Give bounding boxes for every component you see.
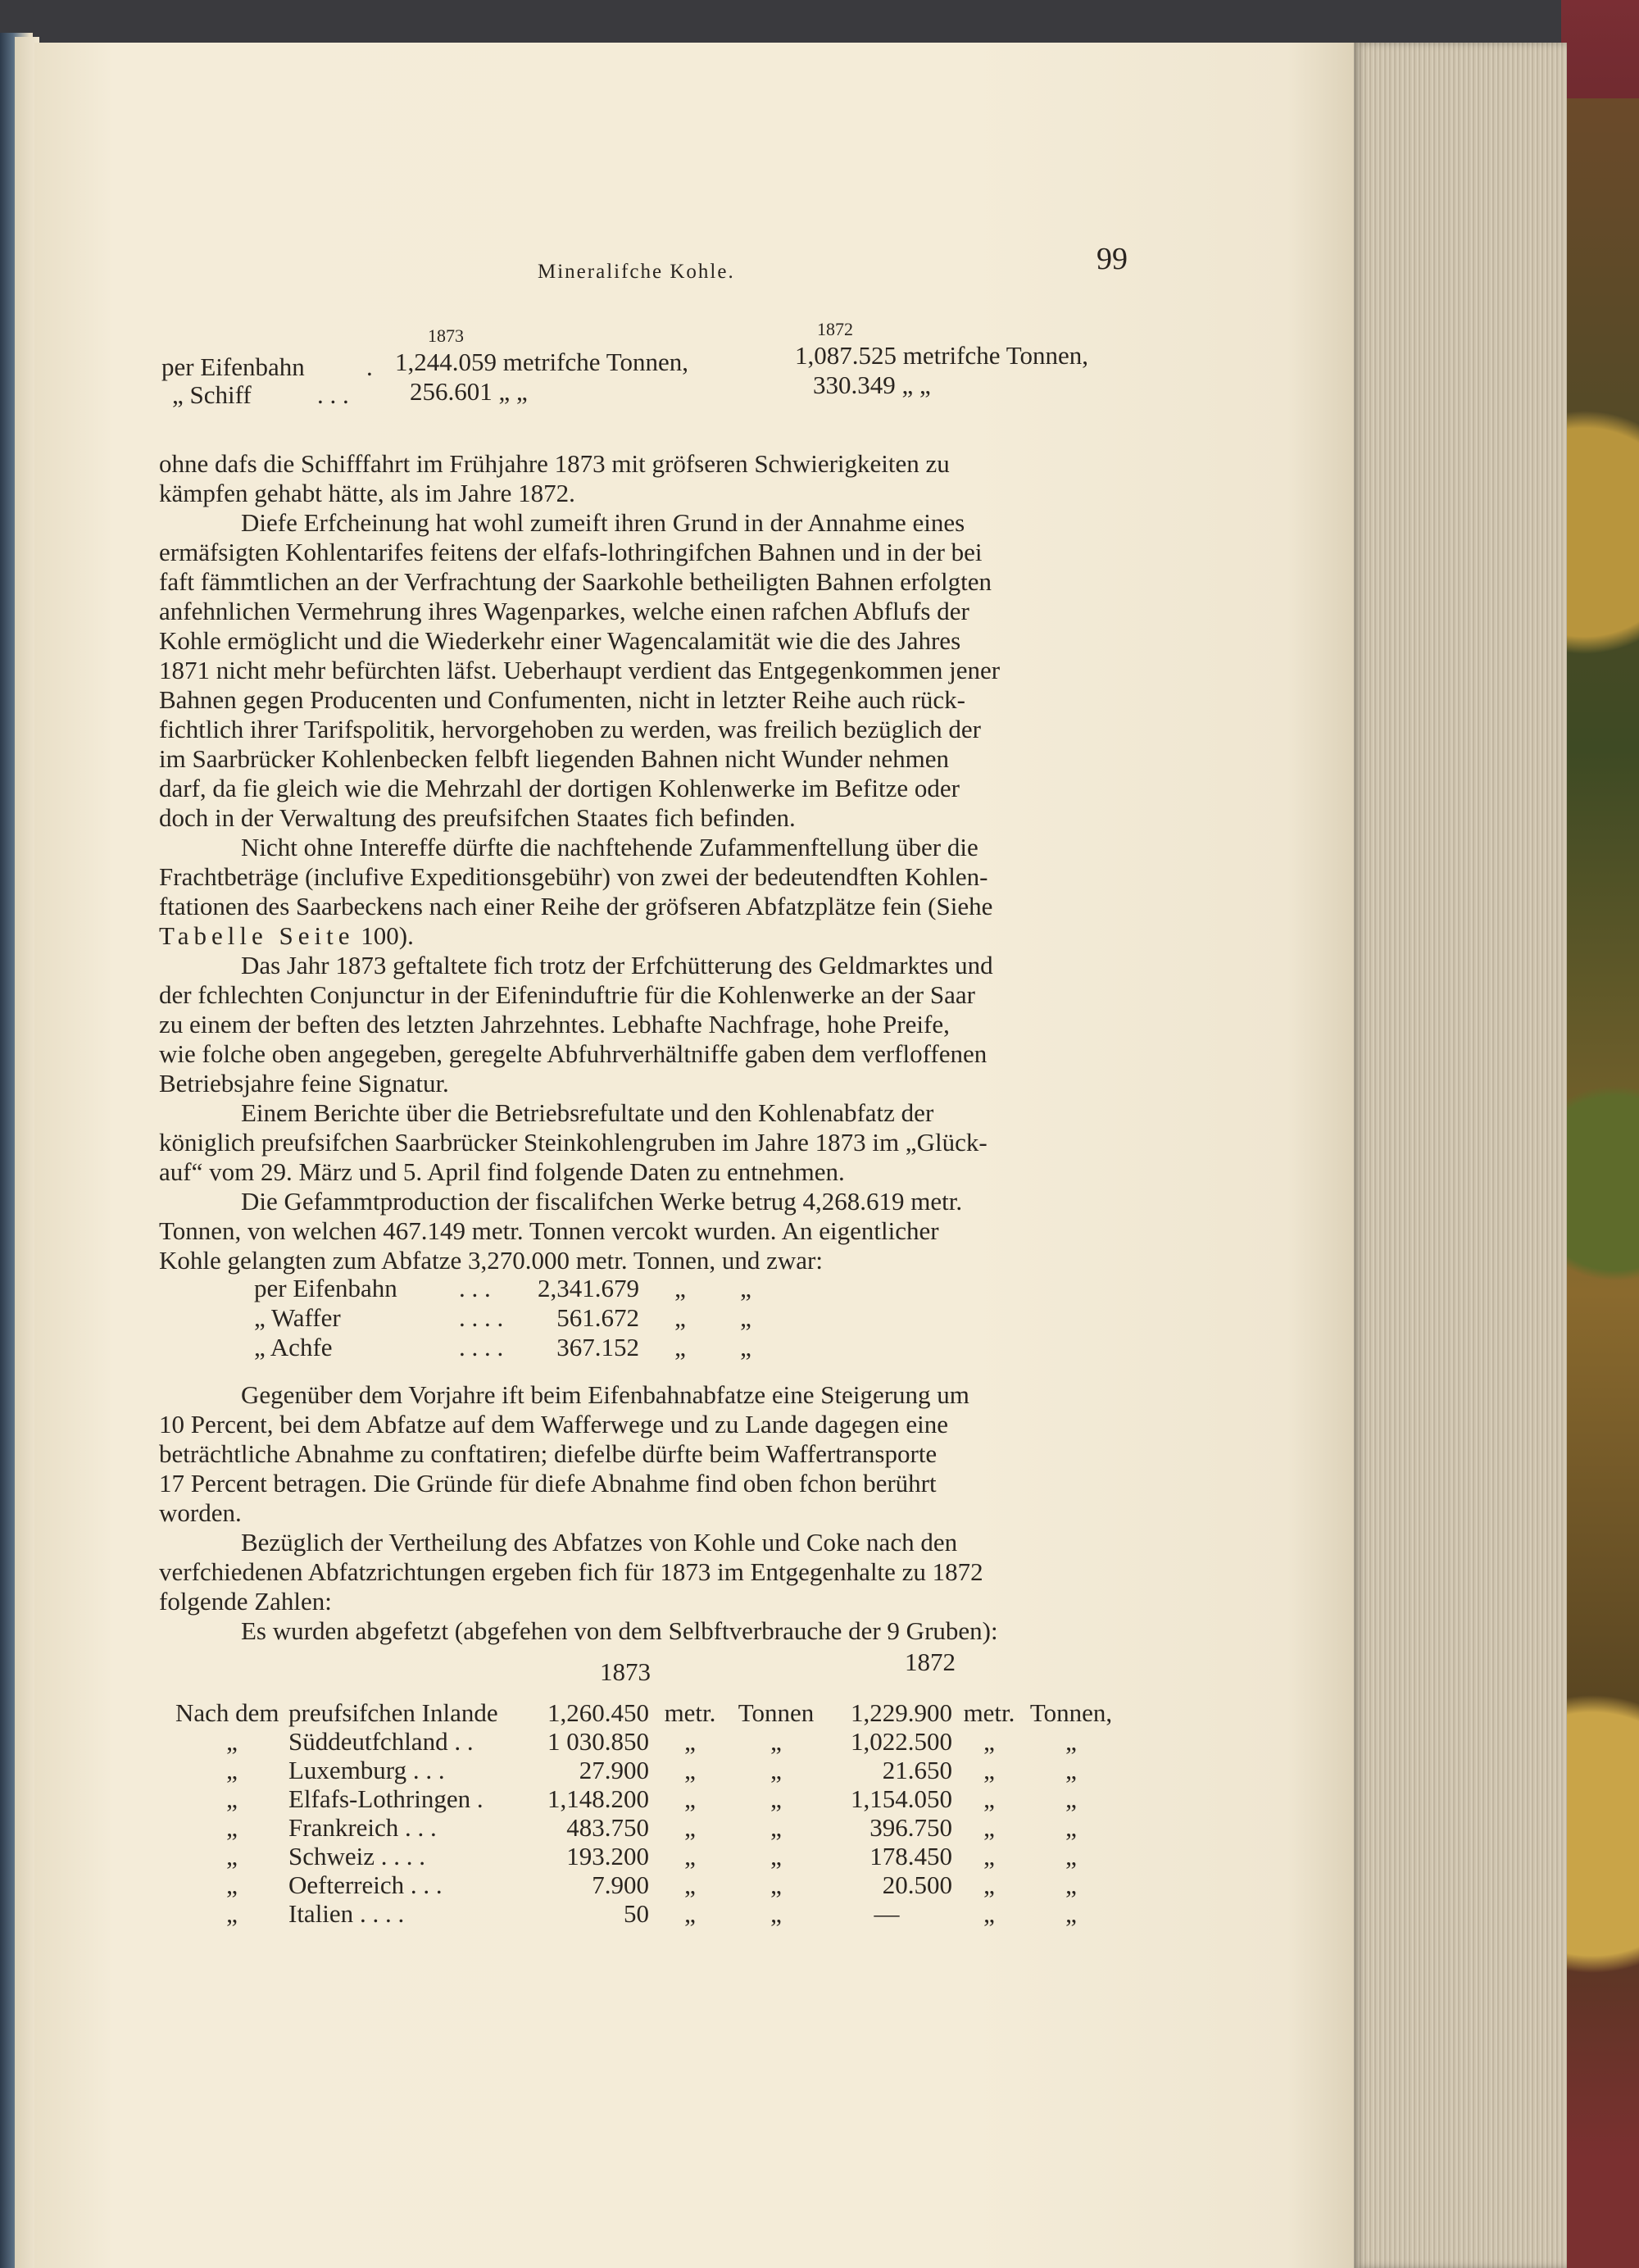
table-row: [175, 1842, 1116, 1870]
label-text: Italien: [288, 1899, 354, 1928]
row-label: per Eifenbahn: [161, 352, 305, 381]
text-line: Das Jahr 1873 geftaltete fich trotz der Erfchütterung des Geldmarktes und: [241, 951, 993, 979]
row-prefix: „: [226, 1727, 238, 1756]
table-sales-by-region: [175, 1698, 1116, 1928]
text-line: Die Gefammtproduction der fiscalifchen Werke betrug 4,268.619 metr.: [241, 1187, 963, 1216]
label-text: Süddeutfchland: [288, 1727, 448, 1756]
unit: „: [983, 1756, 995, 1784]
row-dots: . . . .: [380, 1842, 426, 1870]
row-label: [288, 1784, 526, 1813]
value-1873: 50: [624, 1899, 649, 1928]
row-dots: . . . .: [459, 1333, 504, 1361]
value-1873: 1,148.200: [547, 1784, 649, 1813]
value-1873: 7.900: [592, 1870, 649, 1899]
text-line: Frachtbeträge (inclufive Expeditionsgebühr) von zwei der bedeutendften Kohlen-: [159, 862, 988, 891]
row-dots: . . .: [459, 1274, 491, 1302]
row-prefix: „: [226, 1756, 238, 1784]
row-prefix: Nach dem: [175, 1698, 279, 1727]
unit: „: [1065, 1727, 1077, 1756]
value-1872: 178.450: [869, 1842, 952, 1870]
row-label: „ Schiff: [172, 380, 252, 409]
label-text: Elfafs-Lothringen: [288, 1784, 471, 1813]
row-label: „ Achfe: [254, 1333, 333, 1361]
table-transport-2: [254, 1274, 770, 1362]
row-prefix: „: [226, 1899, 238, 1928]
spaced-reference: Tabelle Seite: [159, 921, 355, 950]
unit: „: [770, 1813, 782, 1842]
row-dots: .: [476, 1784, 484, 1813]
unit: „: [983, 1813, 995, 1842]
row-value-1873: 256.601 „ „: [410, 377, 528, 406]
text-line: Gegenüber dem Vorjahre ift beim Eifenbahnabfatze eine Steigerung um: [241, 1380, 969, 1409]
row-dots: . . . .: [459, 1303, 504, 1332]
text-line: Einem Berichte über die Betriebsrefultate und den Kohlenabfatz der: [241, 1098, 934, 1127]
value-1872: 396.750: [869, 1813, 952, 1842]
unit: „: [1065, 1813, 1077, 1842]
text-line: faft fämmtlichen an der Verfrachtung der Saarkohle betheiligten Bahnen erfolgten: [159, 567, 992, 596]
row-label: [288, 1870, 526, 1899]
book-cover-marbled: [1561, 98, 1639, 2268]
year-header-1873: 1873: [600, 1657, 651, 1686]
row-value: 367.152: [556, 1333, 639, 1361]
ditto-mark: „: [740, 1274, 751, 1302]
unit: „: [1065, 1870, 1077, 1899]
row-dots: . .: [454, 1727, 474, 1756]
text-line: auf“ vom 29. März und 5. April find folgende Daten zu entnehmen.: [159, 1157, 845, 1186]
table-row: [175, 1899, 1116, 1928]
unit: „: [983, 1899, 995, 1928]
text-line: der fchlechten Conjunctur in der Eifeninduftrie für die Kohlenwerke an der Saar: [159, 980, 975, 1009]
row-label: per Eifenbahn: [254, 1274, 397, 1302]
label-text: Schweiz: [288, 1842, 375, 1870]
year-header-1873: 1873: [428, 325, 464, 346]
text-line: Tonnen, von welchen 467.149 metr. Tonnen vercokt wurden. An eigentlicher: [159, 1216, 939, 1245]
label-text: Luxemburg: [288, 1756, 407, 1784]
unit: „: [983, 1727, 995, 1756]
body-text: [159, 449, 1000, 1275]
unit: „: [684, 1870, 696, 1899]
ditto-mark: „: [674, 1303, 686, 1332]
unit: „: [1065, 1899, 1077, 1928]
unit: „: [1065, 1756, 1077, 1784]
row-value-1873: 1,244.059 metrifche Tonnen,: [395, 348, 688, 376]
unit: „: [770, 1899, 782, 1928]
label-text: Oefterreich: [288, 1870, 405, 1899]
row-value: 561.672: [556, 1303, 639, 1332]
unit: „: [684, 1756, 696, 1784]
text-line: ermäfsigten Kohlentarifes feitens der elfafs-lothringifchen Bahnen und in der bei: [159, 538, 983, 566]
text-line: Es wurden abgefetzt (abgefehen von dem Selbftverbrauche der 9 Gruben):: [241, 1616, 998, 1645]
value-1872: 1,022.500: [851, 1727, 952, 1756]
unit: „: [1065, 1842, 1077, 1870]
value-1872: —: [874, 1899, 900, 1928]
text-line: königlich preufsifchen Saarbrücker Steinkohlengruben im Jahre 1873 im „Glück-: [159, 1128, 987, 1157]
row-label: [288, 1899, 526, 1928]
row-value-1872: 1,087.525 metrifche Tonnen,: [795, 341, 1088, 370]
row-value: 2,341.679: [538, 1274, 639, 1302]
unit: „: [983, 1870, 995, 1899]
value-1872: 1,154.050: [851, 1784, 952, 1813]
text-line: wie folche oben angegeben, geregelte Abfuhrverhältniffe gaben dem verfloffenen: [159, 1039, 987, 1068]
unit: metr.: [963, 1698, 1015, 1727]
text-line: worden.: [159, 1498, 242, 1527]
text-line: folgende Zahlen:: [159, 1587, 332, 1616]
row-label: [288, 1842, 526, 1870]
row-dots: . . .: [405, 1813, 437, 1842]
unit: „: [983, 1842, 995, 1870]
text-line: Betriebsjahre feine Signatur.: [159, 1069, 449, 1098]
unit: „: [770, 1870, 782, 1899]
text-line: verfchiedenen Abfatzrichtungen ergeben fich für 1873 im Entgegenhalte zu 1872: [159, 1557, 983, 1586]
text-line: [159, 921, 1000, 951]
table-row: [254, 1274, 770, 1303]
row-prefix: „: [226, 1813, 238, 1842]
text-line: doch in der Verwaltung des preufsifchen Staates fich befinden.: [159, 803, 796, 832]
label-text: Frankreich: [288, 1813, 399, 1842]
text-line: Bahnen gegen Producenten und Confumenten, nicht in letzter Reihe auch rück-: [159, 685, 965, 714]
row-prefix: „: [226, 1870, 238, 1899]
text-line: Kohle ermöglicht und die Wiederkehr einer Wagencalamität wie die des Jahres: [159, 626, 961, 655]
row-dots: .: [366, 352, 373, 381]
running-head: Mineralifche Kohle.: [538, 261, 735, 283]
unit: „: [770, 1727, 782, 1756]
page-edges: [1352, 43, 1567, 2268]
text-line: anfehnlichen Vermehrung ihres Wagenparkes, welche einen rafchen Abflufs der: [159, 597, 969, 625]
unit: metr.: [664, 1698, 716, 1727]
table-row: [175, 1870, 1116, 1899]
unit: „: [770, 1842, 782, 1870]
row-value-1872: 330.349 „ „: [813, 370, 931, 399]
ditto-mark: „: [674, 1274, 686, 1302]
unit: „: [684, 1842, 696, 1870]
table-row: [254, 1303, 770, 1333]
text-line: ohne dafs die Schifffahrt im Frühjahre 1873 mit gröfseren Schwierigkeiten zu: [159, 449, 950, 478]
text-line: 17 Percent betragen. Die Gründe für diefe Abnahme find oben fchon berührt: [159, 1469, 937, 1498]
value-1873: 1 030.850: [547, 1727, 649, 1756]
text-line: 1871 nicht mehr befürchten läfst. Ueberhaupt verdient das Entgegenkommen jener: [159, 656, 1001, 684]
value-1872: 20.500: [882, 1870, 952, 1899]
row-label: [288, 1727, 526, 1756]
row-dots: . . .: [410, 1870, 443, 1899]
row-dots: . . . .: [359, 1899, 405, 1928]
row-label: preufsifchen Inlande: [288, 1698, 498, 1727]
unit: „: [684, 1813, 696, 1842]
value-1872: 21.650: [882, 1756, 952, 1784]
table-row: [175, 1698, 1116, 1727]
text-line: beträchtliche Abnahme zu conftatiren; diefelbe dürfte beim Waffertransporte: [159, 1439, 938, 1468]
unit: „: [684, 1899, 696, 1928]
table-row: [175, 1813, 1116, 1842]
text-line: Kohle gelangten zum Abfatze 3,270.000 metr. Tonnen, und zwar:: [159, 1246, 823, 1275]
unit: „: [983, 1784, 995, 1813]
text-line: fichtlich ihrer Tarifspolitik, hervorgehoben zu werden, was freilich bezüglich der: [159, 715, 981, 743]
row-label: „ Waffer: [254, 1303, 341, 1332]
value-1873: 27.900: [579, 1756, 649, 1784]
body-text-2: [159, 1380, 998, 1646]
row-dots: . . .: [317, 380, 349, 409]
value-1873: 1,260.450: [547, 1698, 649, 1727]
text-line: kämpfen gehabt hätte, als im Jahre 1872.: [159, 479, 575, 507]
text-line: ftationen des Saarbeckens nach einer Reihe der gröfseren Abfatzplätze fein (Siehe: [159, 892, 993, 920]
table-row: [175, 1784, 1116, 1813]
unit: „: [770, 1756, 782, 1784]
unit: „: [684, 1727, 696, 1756]
text-line: zu einem der beften des letzten Jahrzehntes. Lebhafte Nachfrage, hohe Preife,: [159, 1010, 950, 1039]
unit: „: [770, 1784, 782, 1813]
reference-page: 100).: [361, 921, 414, 950]
unit: „: [1065, 1784, 1077, 1813]
unit: „: [684, 1784, 696, 1813]
ditto-mark: „: [674, 1333, 686, 1361]
text-line: im Saarbrücker Kohlenbecken felbft liegenden Bahnen nicht Wunder nehmen: [159, 744, 949, 773]
table-row: [175, 1756, 1116, 1784]
value-1872: 1,229.900: [851, 1698, 952, 1727]
value-1873: 483.750: [566, 1813, 649, 1842]
table-row: [254, 1333, 770, 1362]
text-line: Nicht ohne Intereffe dürfte die nachftehende Zufammenftellung über die: [241, 833, 978, 861]
row-prefix: „: [226, 1784, 238, 1813]
value-1873: 193.200: [566, 1842, 649, 1870]
row-label: [288, 1756, 526, 1784]
table-row: [175, 1727, 1116, 1756]
row-dots: . . .: [412, 1756, 445, 1784]
text-line: Diefe Erfcheinung hat wohl zumeift ihren Grund in der Annahme eines: [241, 508, 965, 537]
text-line: darf, da fie gleich wie die Mehrzahl der dortigen Kohlenwerke im Befitze oder: [159, 774, 960, 802]
page-number: 99: [1096, 242, 1128, 276]
text-line: 10 Percent, bei dem Abfatze auf dem Wafferwege und zu Lande dagegen eine: [159, 1410, 948, 1439]
year-header-1872: 1872: [817, 319, 853, 339]
unit: Tonnen: [738, 1698, 815, 1727]
ditto-mark: „: [740, 1303, 751, 1332]
text-line: Bezüglich der Vertheilung des Abfatzes von Kohle und Coke nach den: [241, 1528, 958, 1557]
year-header-1872: 1872: [905, 1648, 956, 1676]
row-label: [288, 1813, 526, 1842]
page: [34, 43, 1354, 2268]
unit: Tonnen,: [1029, 1698, 1113, 1727]
row-prefix: „: [226, 1842, 238, 1870]
ditto-mark: „: [740, 1333, 751, 1361]
